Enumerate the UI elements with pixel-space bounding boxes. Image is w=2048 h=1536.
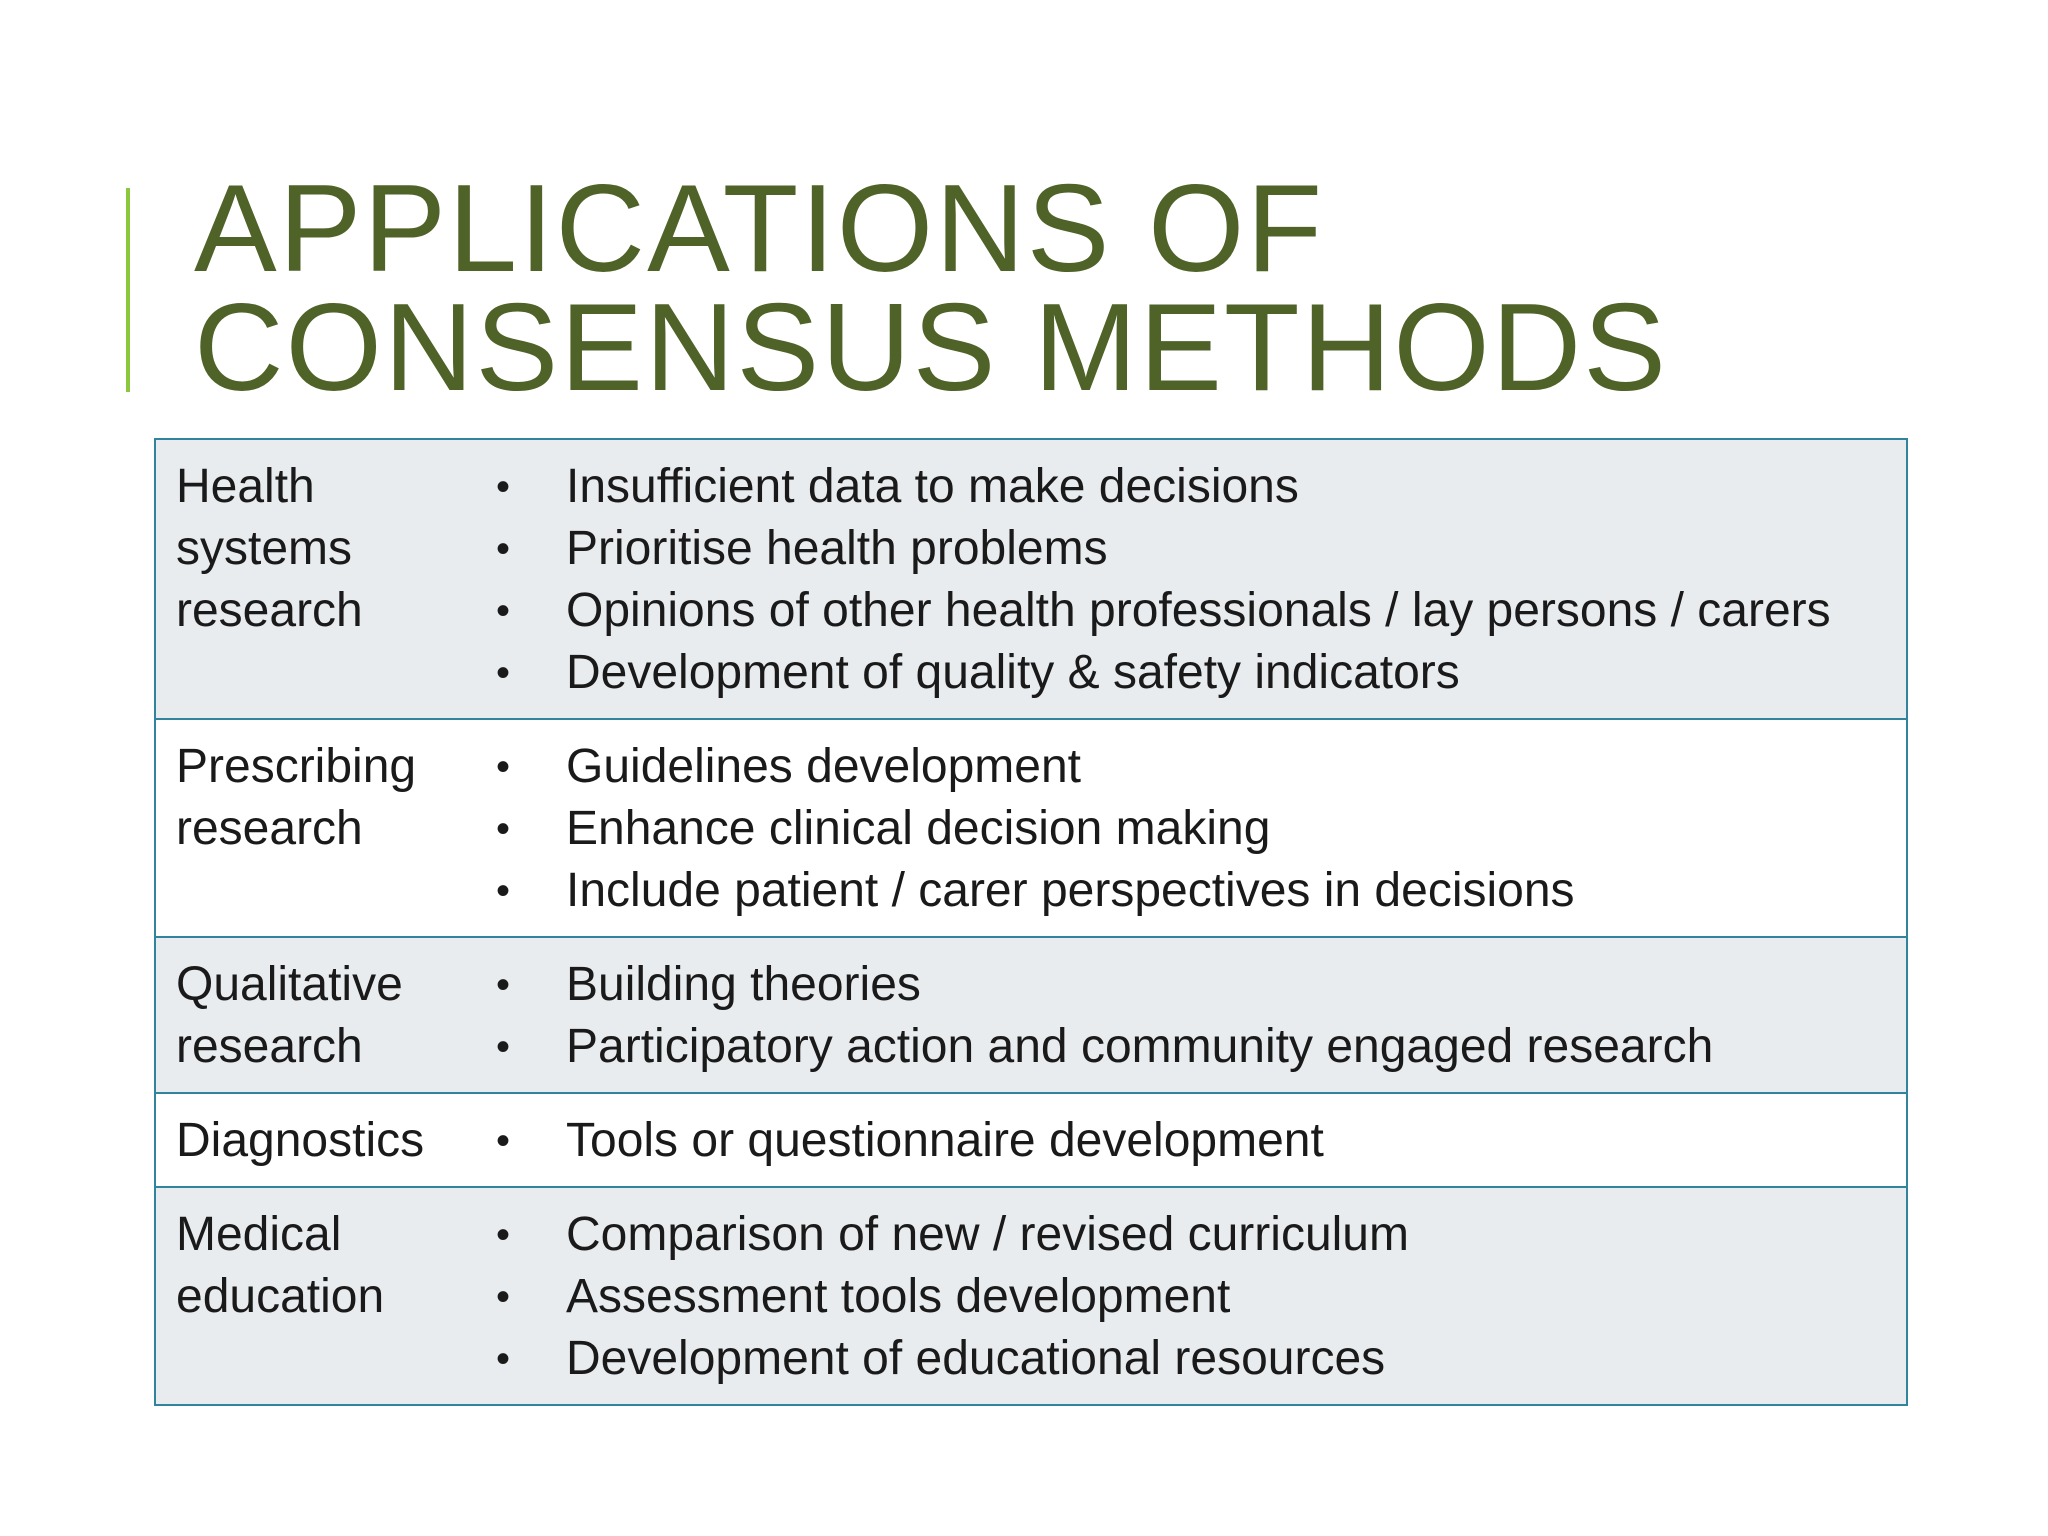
table-row-medical-education <box>156 1186 1906 1404</box>
table-row-qualitative-research <box>156 936 1906 1092</box>
list-item: • Assessment tools development <box>466 1266 1886 1328</box>
row-items <box>466 440 1906 718</box>
row-category: Diagnostics <box>176 1114 425 1167</box>
bullet-icon: • <box>496 869 511 913</box>
bullet-icon: • <box>496 1337 511 1381</box>
slide-title-line-2: CONSENSUS METHODS <box>194 279 1668 417</box>
bullet-icon: • <box>496 1025 511 1069</box>
list-item: • Opinions of other health professionals / lay persons / carers <box>466 580 1886 642</box>
list-item: • Development of quality & safety indicators <box>466 642 1886 704</box>
bullet-icon: • <box>496 1275 511 1319</box>
bullet-icon: • <box>496 527 511 571</box>
bullet-icon: • <box>496 1119 511 1163</box>
row-items <box>466 938 1906 1092</box>
list-item: • Development of educational resources <box>466 1328 1886 1390</box>
list-item: • Building theories <box>466 954 1886 1016</box>
bullet-icon: • <box>496 963 511 1007</box>
bullet-icon: • <box>496 745 511 789</box>
bullet-icon: • <box>496 1213 511 1257</box>
table-row-prescribing-research <box>156 718 1906 936</box>
applications-table <box>154 438 1908 1406</box>
row-category: Prescribing research <box>176 740 417 855</box>
bullet-icon: • <box>496 465 511 509</box>
row-category: Qualitative research <box>176 958 403 1073</box>
bullet-icon: • <box>496 589 511 633</box>
bullet-icon: • <box>496 651 511 695</box>
list-item: • Guidelines development <box>466 736 1886 798</box>
row-items <box>466 1094 1906 1186</box>
list-item: • Prioritise health problems <box>466 518 1886 580</box>
list-item: • Insufficient data to make decisions <box>466 456 1886 518</box>
list-item: • Enhance clinical decision making <box>466 798 1886 860</box>
slide-title <box>194 160 1668 417</box>
title-accent-bar <box>126 188 130 392</box>
bullet-icon: • <box>496 807 511 851</box>
table-row-health-systems-research <box>156 440 1906 718</box>
row-items <box>466 720 1906 936</box>
table-row-diagnostics <box>156 1092 1906 1186</box>
list-item: • Include patient / carer perspectives in decisions <box>466 860 1886 922</box>
slide-title-line-1: APPLICATIONS OF <box>194 160 1325 298</box>
list-item: • Participatory action and community engaged research <box>466 1016 1886 1078</box>
row-items <box>466 1188 1906 1404</box>
list-item: • Comparison of new / revised curriculum <box>466 1204 1886 1266</box>
list-item: • Tools or questionnaire development <box>466 1110 1886 1172</box>
row-category: Medical education <box>176 1208 385 1323</box>
row-category: Health systems research <box>176 460 363 637</box>
